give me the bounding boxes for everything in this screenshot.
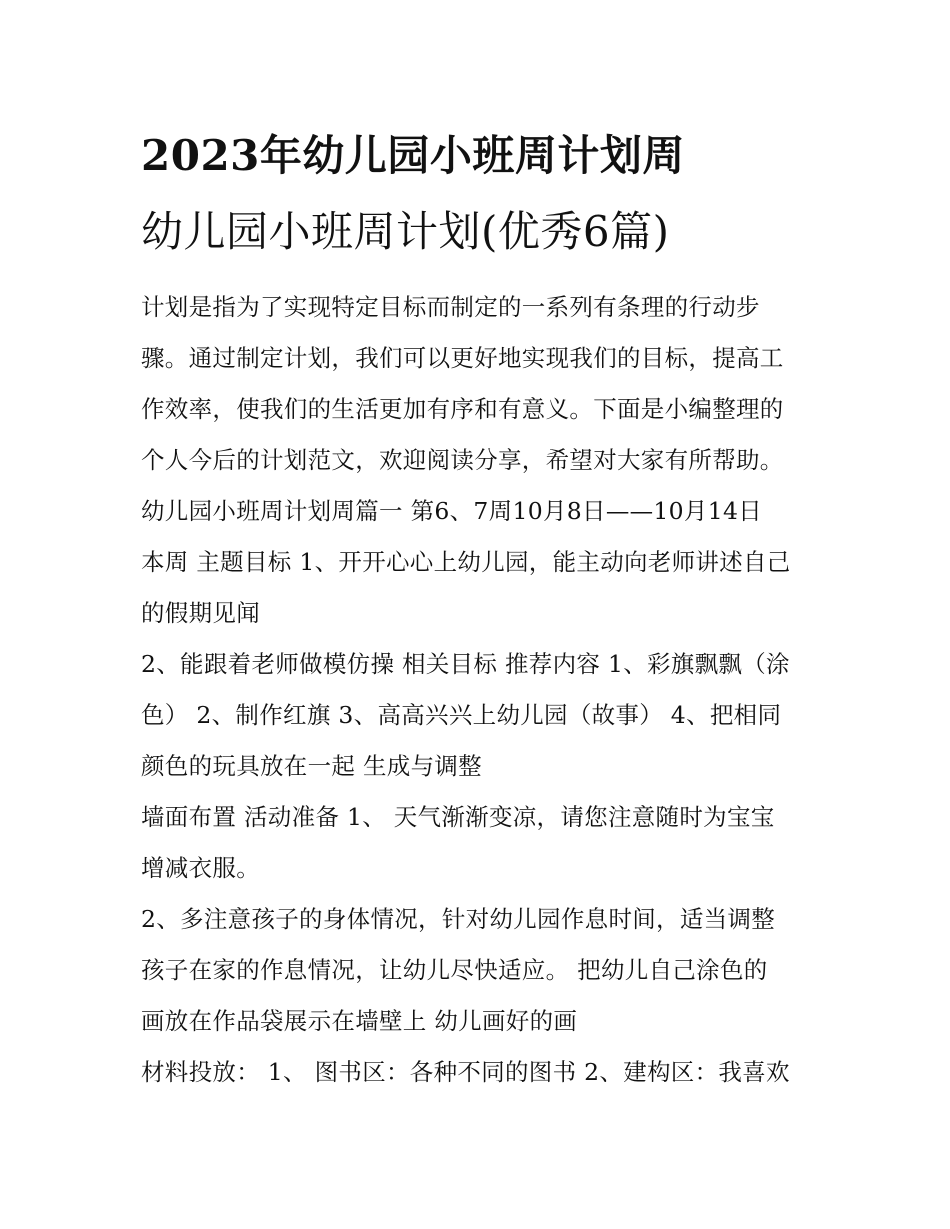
body-line: 骤。通过制定计划，我们可以更好地实现我们的目标，提高工 <box>141 344 784 372</box>
body-line: 2、能跟着老师做模仿操 相关目标 推荐内容 1、彩旗飘飘（涂 <box>141 650 790 678</box>
body-line: 墙面布置 活动准备 1、 天气渐渐变凉，请您注意随时为宝宝 <box>141 803 775 831</box>
document-title-line-1: 2023年幼儿园小班周计划周 <box>141 131 685 180</box>
body-line: 幼儿园小班周计划周篇一 第6、7周10月8日——10月14日 <box>141 497 763 525</box>
body-line: 计划是指为了实现特定目标而制定的一系列有条理的行动步 <box>141 293 760 321</box>
body-line: 个人今后的计划范文，欢迎阅读分享，希望对大家有所帮助。 <box>141 446 784 474</box>
body-line: 作效率，使我们的生活更加有序和有意义。下面是小编整理的 <box>141 395 784 423</box>
body-line: 2、多注意孩子的身体情况，针对幼儿园作息时间，适当调整 <box>141 905 776 933</box>
body-line: 本周 主题目标 1、开开心心上幼儿园，能主动向老师讲述自己 <box>141 548 791 576</box>
body-line: 增减衣服。 <box>141 854 260 882</box>
document-body <box>141 282 821 1098</box>
body-line: 颜色的玩具放在一起 生成与调整 <box>141 752 482 780</box>
document-page <box>141 118 821 1098</box>
body-line: 的假期见闻 <box>141 599 260 627</box>
body-line: 孩子在家的作息情况，让幼儿尽快适应。 把幼儿自己涂色的 <box>141 956 768 984</box>
body-line: 色） 2、制作红旗 3、高高兴兴上幼儿园（故事） 4、把相同 <box>141 701 782 729</box>
document-title-line-2: 幼儿园小班周计划(优秀6篇) <box>141 207 670 256</box>
body-line: 材料投放： 1、 图书区：各种不同的图书 2、建构区：我喜欢 <box>141 1058 790 1086</box>
body-line: 画放在作品袋展示在墙壁上 幼儿画好的画 <box>141 1007 578 1035</box>
